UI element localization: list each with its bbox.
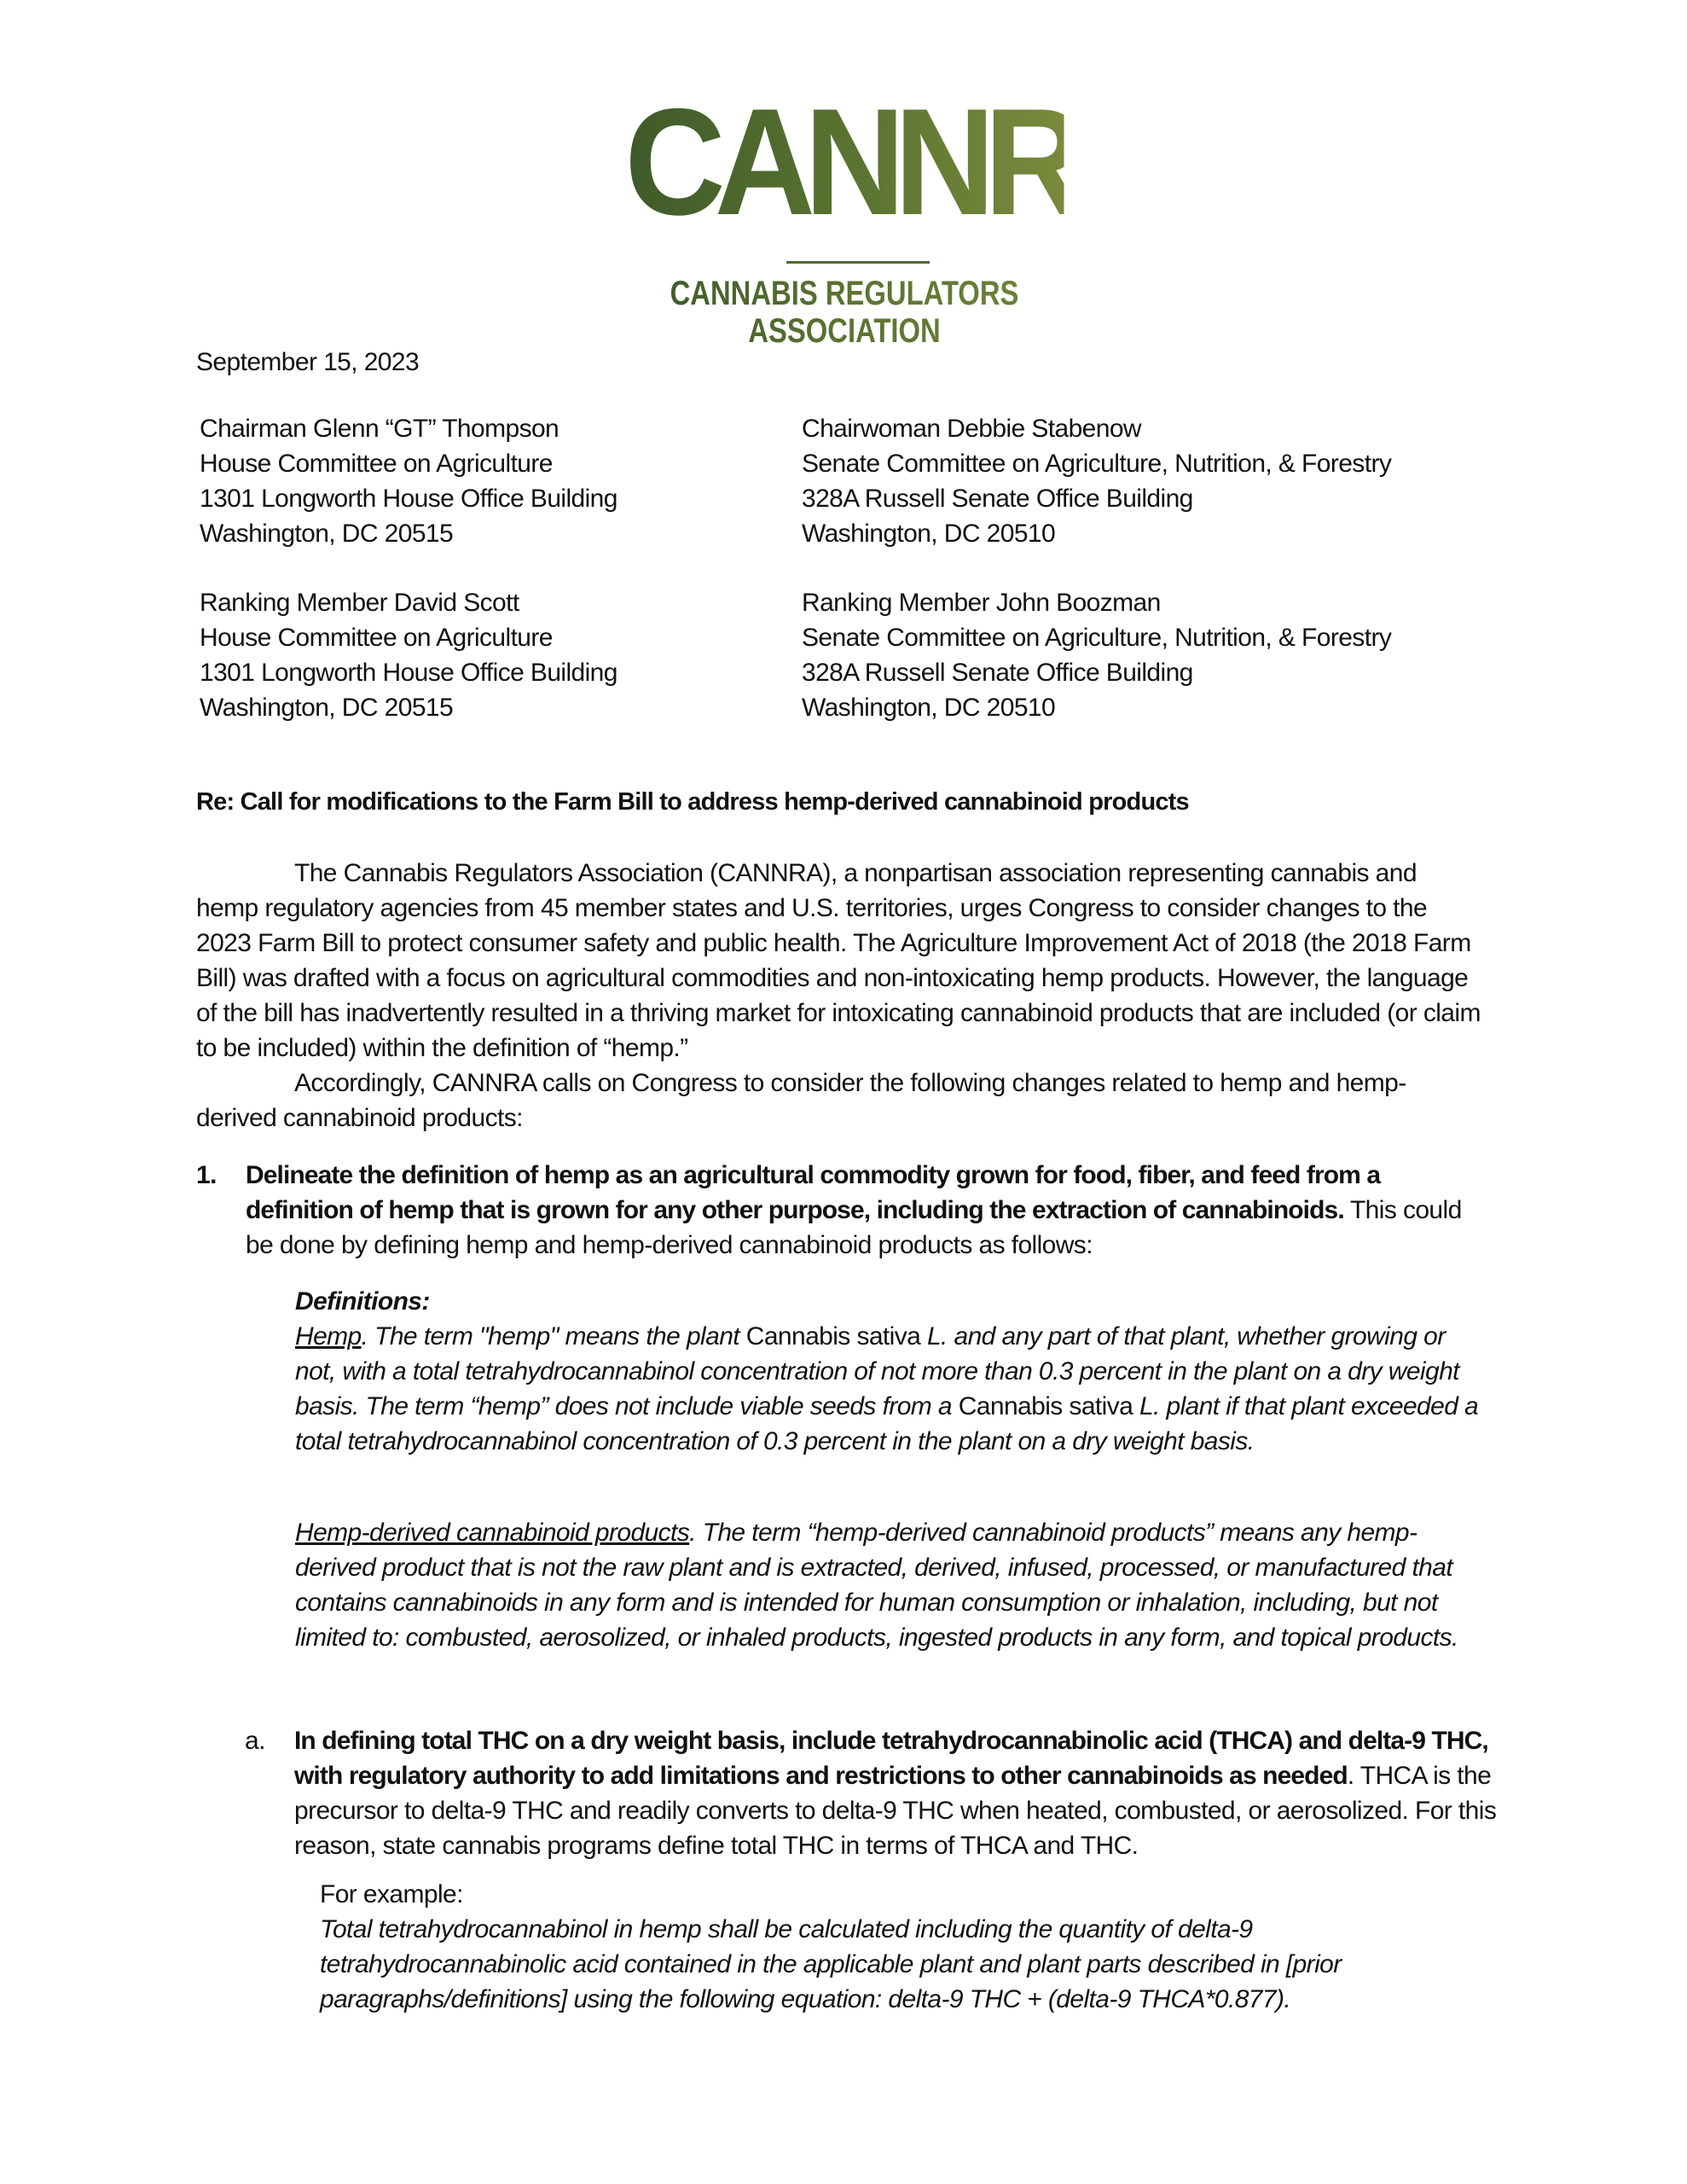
recipient-address-block — [802, 585, 1450, 725]
subitem-bold-text: In defining total THC on a dry weight basis, include tetrahydrocannabinolic acid (THCA) and delta-9 THC, with regulatory authority to add limitations and restrictions to other cannabinoids as needed — [294, 1727, 1488, 1790]
recipient-name: Chairwoman Debbie Stabenow — [802, 415, 1141, 443]
example-text: Total tetrahydrocannabinol in hemp shall be calculated including the quantity of delta-9 tetrahydrocannabinolic acid contained in the applicable plant and plant parts described in [prior paragraphs/definitions] using the following equation: delta-9 THC + (delta-9 THCA*0.877). — [320, 1915, 1342, 2013]
definition-hemp-derived-products — [295, 1515, 1489, 1655]
recipient-address-block — [802, 411, 1450, 551]
recipient-address-block — [200, 411, 848, 551]
paragraph-text: The Cannabis Regulators Association (CANNRA), a nonpartisan association representing cannabis and hemp regulatory agencies from 45 member states and U.S. territories, urges Congress to consider changes to the 2023 Farm Bill to protect consumer safety and public health. The Agriculture Improvement Act of 2018 (the 2018 Farm Bill) was drafted with a focus on agricultural commodities and non-intoxicating hemp products. However, the language of the bill has inadvertently resulted in a thriving market for intoxicating cannabinoid products that are included (or claim to be included) within the definition of “hemp.” — [196, 859, 1481, 1062]
example-label: For example: — [320, 1880, 463, 1908]
definition-text: L. and any part of that plant, whether growing or not, with a total tetrahydrocannabinol concentration of not more than 0.3 percent in the plant on a dry weight basis. The term “hemp” does not include viable seeds from a — [295, 1322, 1459, 1420]
logo-divider — [786, 261, 930, 264]
item-plain-text: This could be done by defining hemp and hemp-derived cannabinoid products as follows: — [246, 1196, 1462, 1259]
recipient-name: Ranking Member David Scott — [200, 589, 519, 617]
defined-term: Hemp — [295, 1322, 362, 1350]
recipient-city: Washington, DC 20515 — [200, 694, 454, 722]
item-body — [246, 1158, 1491, 1263]
logo-wordmark: CANNRA — [624, 77, 1164, 247]
subject-line: Re: Call for modifications to the Farm Bill to address hemp-derived cannabinoid products — [196, 788, 1189, 816]
recipient-city: Washington, DC 20510 — [802, 520, 1056, 548]
recipient-street: 328A Russell Senate Office Building — [802, 659, 1193, 687]
definition-text: L. plant if that plant exceeded a total tetrahydrocannabinol concentration of 0.3 percent in the plant on a dry weight basis. — [295, 1392, 1479, 1455]
recipient-street: 1301 Longworth House Office Building — [200, 485, 617, 513]
definitions-block — [295, 1284, 1489, 1459]
body-paragraph — [196, 856, 1484, 1066]
subitem-body — [294, 1723, 1505, 1863]
recipient-street: 1301 Longworth House Office Building — [200, 659, 617, 687]
example-block — [320, 1877, 1497, 2017]
paragraph-text: Accordingly, CANNRA calls on Congress to consider the following changes related to hemp and hemp-derived cannabinoid products: — [196, 1069, 1406, 1132]
recipient-city: Washington, DC 20510 — [802, 694, 1056, 722]
letter-date: September 15, 2023 — [196, 348, 420, 376]
item-number: 1. — [196, 1161, 217, 1189]
recipient-street: 328A Russell Senate Office Building — [802, 485, 1193, 513]
body-paragraph — [196, 1066, 1484, 1136]
subitem-bold-period: . — [1347, 1762, 1354, 1790]
item-bold-text: Delineate the definition of hemp as an agricultural commodity grown for food, fiber, and feed from a definition of hemp that is grown for any other purpose, including the extraction of cannabinoids. — [246, 1161, 1381, 1224]
species-name: Cannabis sativa — [745, 1322, 921, 1350]
recipient-name: Ranking Member John Boozman — [802, 589, 1161, 617]
subitem-plain-text: THCA is the precursor to delta-9 THC and readily converts to delta-9 THC when heated, combusted, or aerosolized. For this reason, state cannabis programs define total THC in terms of THCA and THC. — [294, 1762, 1497, 1860]
definition-text: . The term “hemp-derived cannabinoid products” means any hemp-derived product that is not the raw plant and is extracted, derived, infused, processed, or manufactured that contains cannabinoids in any form and is intended for human consumption or inhalation, including, but not limited to: combusted, aerosolized, or inhaled products, ingested products in any form, and topical products. — [295, 1519, 1458, 1652]
recipient-address-block — [200, 585, 848, 725]
recipient-city: Washington, DC 20515 — [200, 520, 454, 548]
definition-text: . The term "hemp" means the plant — [361, 1322, 746, 1350]
species-name: Cannabis sativa — [958, 1392, 1133, 1420]
recipient-committee: Senate Committee on Agriculture, Nutrition, & Forestry — [802, 624, 1392, 652]
subitem-letter: a. — [245, 1727, 265, 1755]
cannra-logo — [606, 77, 1164, 350]
definition-hemp — [295, 1319, 1489, 1459]
logo-subtitle: CANNABIS REGULATORS ASSOCIATION — [648, 275, 1040, 350]
definitions-heading: Definitions: — [295, 1287, 430, 1316]
recipient-committee: House Committee on Agriculture — [200, 450, 553, 478]
recipient-committee: House Committee on Agriculture — [200, 624, 553, 652]
defined-term: Hemp-derived cannabinoid products — [295, 1519, 690, 1547]
recipient-name: Chairman Glenn “GT” Thompson — [200, 415, 559, 443]
recipient-committee: Senate Committee on Agriculture, Nutrition, & Forestry — [802, 450, 1392, 478]
